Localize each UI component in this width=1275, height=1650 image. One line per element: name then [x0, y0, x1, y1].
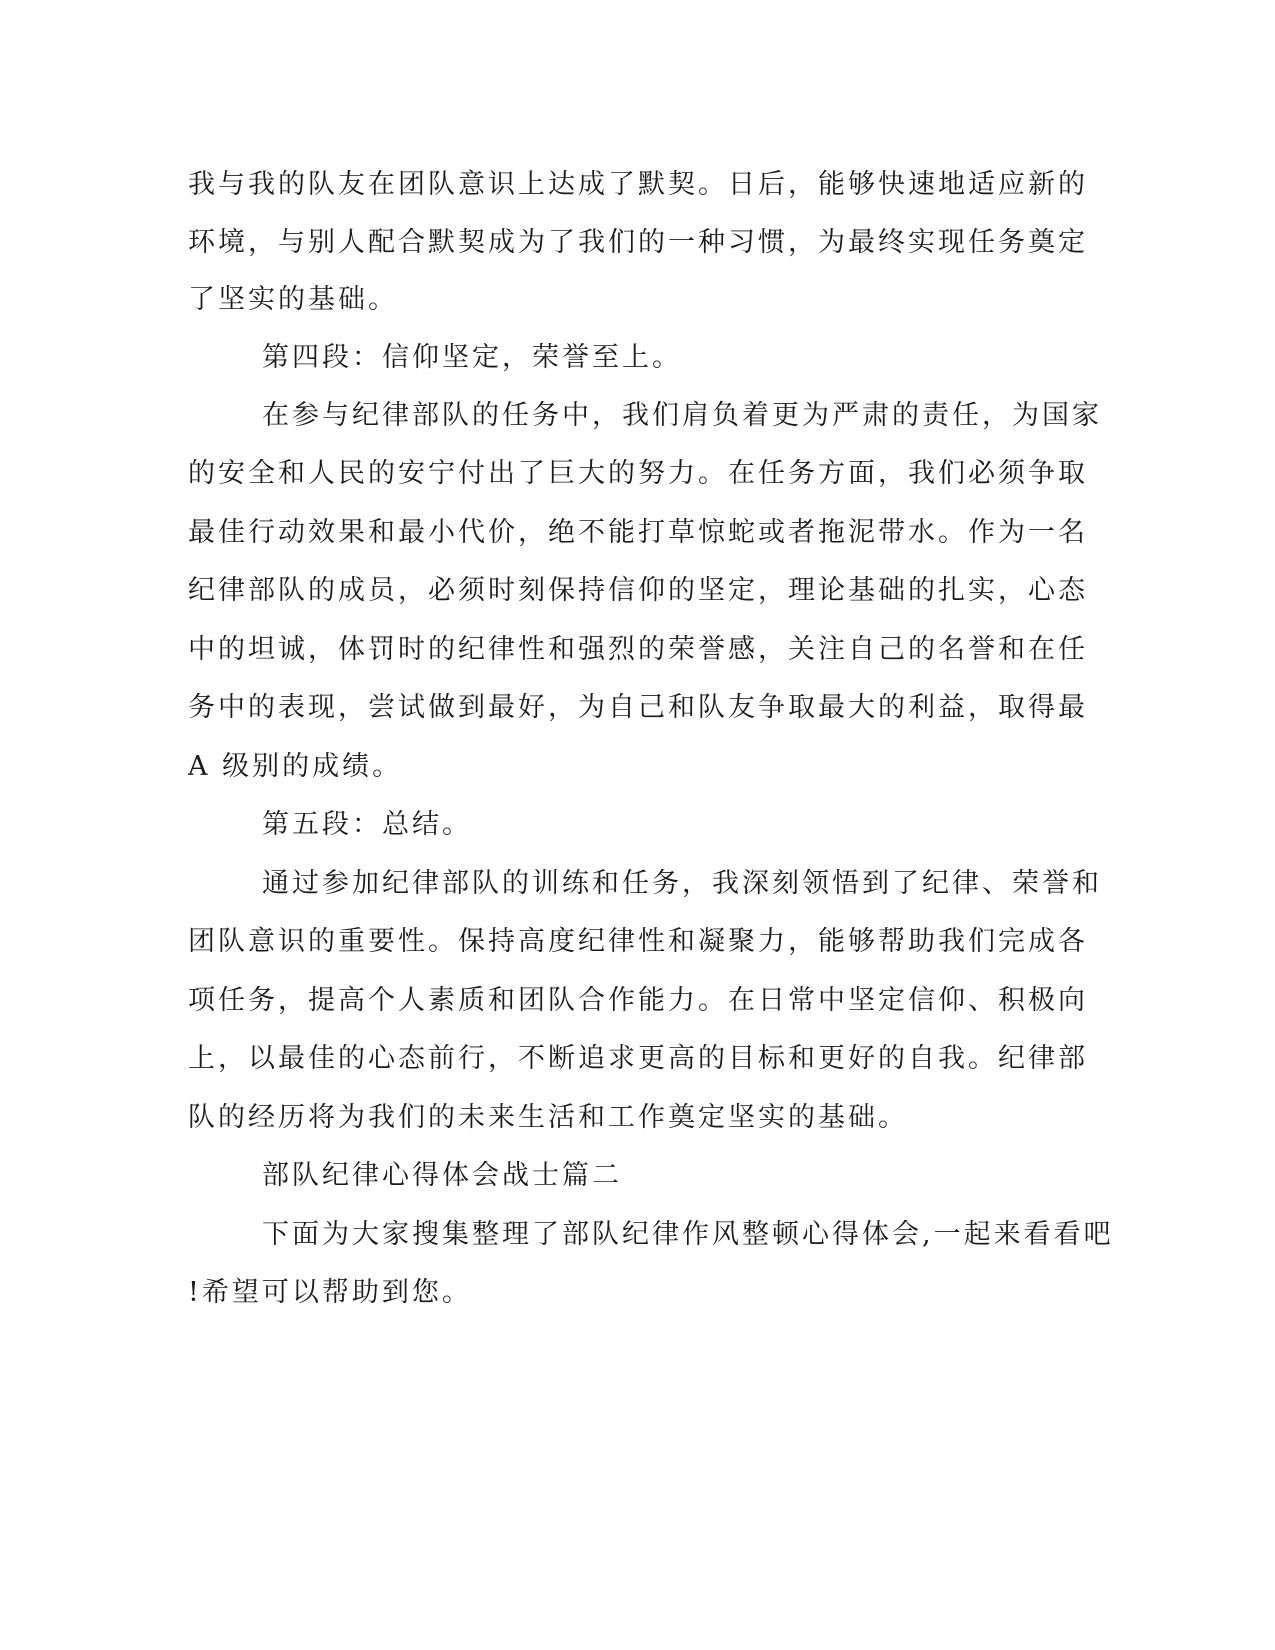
section-heading: 第四段：信仰坚定，荣誉至上。	[262, 342, 682, 373]
text-line: 上，以最佳的心态前行，不断追求更高的目标和更好的自我。纪律部	[188, 1043, 1088, 1074]
text-line: 在参与纪律部队的任务中，我们肩负着更为严肃的责任，为国家	[262, 400, 1102, 431]
text-line: 项任务，提高个人素质和团队合作能力。在日常中坚定信仰、积极向	[188, 985, 1088, 1016]
text-line: 队的经历将为我们的未来生活和工作奠定坚实的基础。	[188, 1102, 908, 1133]
text-line: 通过参加纪律部队的训练和任务，我深刻领悟到了纪律、荣誉和	[262, 868, 1102, 899]
text-line: 了坚实的基础。	[188, 284, 398, 315]
text-line: 下面为大家搜集整理了部队纪律作风整顿心得体会,一起来看看吧	[262, 1219, 1114, 1250]
text-line: 务中的表现，尝试做到最好，为自己和队友争取最大的利益，取得最	[188, 692, 1088, 723]
section-heading: 第五段：总结。	[262, 809, 472, 840]
text-line: 纪律部队的成员，必须时刻保持信仰的坚定，理论基础的扎实，心态	[188, 575, 1088, 606]
text-line: 团队意识的重要性。保持高度纪律性和凝聚力，能够帮助我们完成各	[188, 926, 1088, 957]
text-line: 我与我的队友在团队意识上达成了默契。日后，能够快速地适应新的	[188, 169, 1088, 200]
text-line: 最佳行动效果和最小代价，绝不能打草惊蛇或者拖泥带水。作为一名	[188, 517, 1088, 548]
text-line: 环境，与别人配合默契成为了我们的一种习惯，为最终实现任务奠定	[188, 227, 1088, 258]
text-line: 中的坦诚，体罚时的纪律性和强烈的荣誉感，关注自己的名誉和在任	[188, 634, 1088, 665]
text-line: 的安全和人民的安宁付出了巨大的努力。在任务方面，我们必须争取	[188, 458, 1088, 489]
section-heading: 部队纪律心得体会战士篇二	[262, 1160, 622, 1191]
text-line: !希望可以帮助到您。	[188, 1277, 472, 1308]
text-line: A 级别的成绩。	[188, 751, 403, 782]
